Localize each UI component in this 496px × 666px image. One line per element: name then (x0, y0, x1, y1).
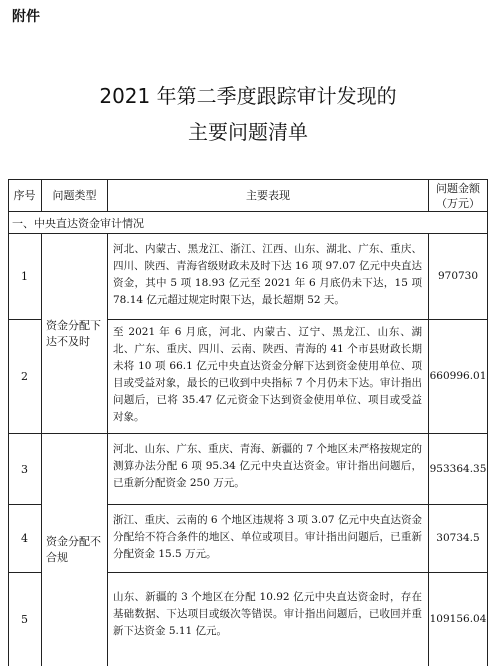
row-1-desc: 河北、内蒙古、黑龙江、浙江、江西、山东、湖北、广东、重庆、四川、陕西、青海省级财政未及时下达 16 项 97.07 亿元中央直达资金，其中 5 项 18.93 亿元至 2021 年 6 月底仍未下达，15 项 78.14 亿元超过规定时限下达，最长超期 52 天。 (113, 243, 422, 306)
header-type: 问题类型 (52, 189, 97, 202)
row-3-amount: 953364.35 (429, 462, 487, 475)
row-3-desc: 河北、山东、广东、重庆、青海、新疆的 7 个地区未严格按规定的测算办法分配 6 项 95.34 亿元中央直达资金。审计指出问题后，已重新分配资金 250 万元。 (113, 443, 422, 489)
title-line-2: 主要问题清单 (188, 120, 308, 144)
section-title: 一、中央直达资金审计情况 (12, 217, 144, 230)
row-2-desc: 至 2021 年 6 月底，河北、内蒙古、辽宁、黑龙江、山东、湖北、广东、重庆、四川、云南、陕西、青海的 41 个市县财政长期未将 10 项 66.1 亿元中央直达资金分解下达到资金使用单位、项目或受益对象，最长的已收到中央指标 7 个月仍未下达。审计指出问题后，已将 35.47 亿元资金下达到资金使用单位、项目或受益对象。 (113, 326, 422, 423)
row-2-no: 2 (21, 370, 28, 383)
row-4-amount: 30734.5 (436, 532, 480, 544)
type-noncompliant-allocation: 资金分配不合规 (46, 535, 101, 564)
table-border-right (487, 179, 488, 666)
row-5-desc: 山东、新疆的 3 个地区在分配 10.92 亿元中央直达资金时，存在基础数据、下达项目或级次等错误。审计指出问题后，已收回并重新下达资金 5.11 亿元。 (113, 591, 422, 637)
problem-table (8, 179, 496, 666)
attachment-label: 附件 (12, 9, 40, 25)
row-1-amount: 970730 (437, 270, 479, 282)
row-5-amount: 109156.04 (429, 613, 487, 625)
row-4-no: 4 (21, 532, 28, 545)
col-divider-2 (107, 233, 108, 666)
title-line-1: 2021 年第二季度跟踪审计发现的 (99, 84, 397, 108)
row-4-desc: 浙江、重庆、云南的 6 个地区违规将 3 项 3.07 亿元中央直达资金分配给不符合条件的地区、单位或项目。审计指出问题后，已重新分配资金 15.5 万元。 (113, 514, 422, 560)
header-divider (8, 211, 488, 212)
row-3-no: 3 (21, 462, 28, 476)
row-1-no: 1 (21, 270, 28, 283)
header-amount: 问题金额（万元） (436, 181, 480, 210)
header-desc: 主要表现 (246, 189, 290, 202)
row-5-no: 5 (21, 613, 28, 626)
row-2-amount: 660996.01 (429, 370, 487, 382)
header-no: 序号 (13, 189, 36, 202)
type-delayed-allocation: 资金分配下达不及时 (46, 318, 101, 348)
